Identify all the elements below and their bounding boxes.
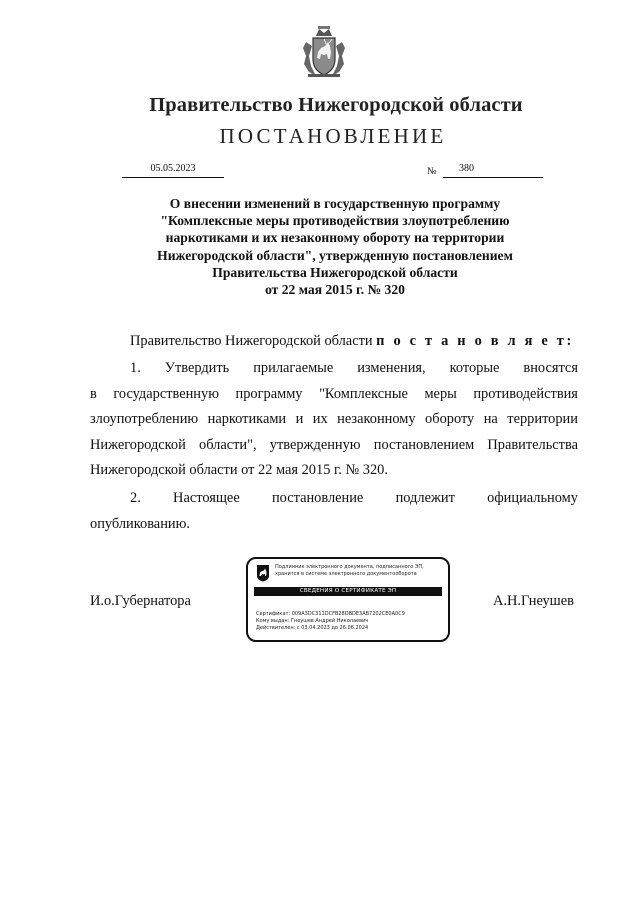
word: незаконному [337,411,416,428]
paragraph-line [90,356,578,382]
government-title: Правительство Нижегородской области [149,94,523,116]
paragraph-line: опубликованию. [90,515,190,532]
word: государственную [113,385,219,402]
document-date: 05.05.2023 [122,163,224,178]
number-sign: № [427,166,437,177]
subject-line: Нижегородской области", утвержденную постановлением [157,247,513,263]
word: их [312,411,328,428]
signer-name: А.Н.Гнеушев [493,593,574,609]
word: 1. [130,360,141,376]
word: Настоящее [173,490,240,506]
document-number-field [443,163,543,178]
word: Утвердить [164,360,230,376]
word: программу [235,385,303,402]
certificate-header-bar: СВЕДЕНИЯ О СЕРТИФИКАТЕ ЭП [254,587,442,596]
paragraph-line: Нижегородской области от 22 мая 2015 г. № 320. [90,462,388,479]
subject-line: "Комплексные меры противодействия злоупотреблению [160,213,510,229]
paragraph-line [90,486,578,512]
signature-note-line: хранится в системе электронного документооборота [275,571,417,577]
word: 2. [130,490,141,506]
electronic-signature-stamp [246,557,450,642]
word: подлежит [395,490,455,506]
word: постановление [271,490,364,506]
word: прилагаемые [253,360,334,376]
paragraph-line [90,433,578,459]
signer-position: И.о.Губернатора [90,593,191,609]
word: утвержденную [269,436,361,453]
certificate-details [256,611,444,633]
word: и [295,411,304,428]
preamble-text: Правительство Нижегородской области [130,333,377,349]
subject-line: О внесении изменений в государственную программу [169,196,501,211]
word: изменения, [357,360,426,376]
paragraph-line [90,382,578,408]
word: "Комплексные [319,385,408,402]
signature-note [275,564,447,578]
word: наркотиками [207,411,287,428]
word: Правительства [487,436,578,453]
word: на [483,411,498,428]
word: официальному [487,490,578,506]
document-type-title: ПОСТАНОВЛЕНИЕ [219,124,447,148]
subject-line: от 22 мая 2015 г. № 320 [265,282,405,298]
paragraph-line [90,407,578,433]
preamble-verb: п о с т а н о в л я е т: [376,333,575,349]
certificate-id: Сертификат: 009A3DC311DCFB28DBDE3AB7202CE0A0C9 [256,611,405,617]
deer-emblem-icon [256,564,270,582]
coat-of-arms-emblem [302,26,346,78]
word: противодействия [473,385,578,402]
word: постановлением [373,436,475,453]
certificate-owner: Кому выдан: Гнеушев Андрей Николаевич [256,618,369,625]
word: территории [507,411,578,428]
word: Нижегородской [90,436,186,453]
word: в [90,385,97,402]
paragraph-1 [90,356,578,484]
preamble [130,333,574,350]
subject-line: Правительства Нижегородской области [212,264,458,280]
word: обороту [425,411,475,428]
certificate-validity: Действителен: с 03.04.2023 до 26.06.2024 [256,625,369,632]
paragraph-2 [90,486,578,537]
word: злоупотреблению [90,411,199,428]
word: области", [199,436,257,453]
signature-note-line: Подлинник электронного документа, подписанного ЭП, [275,564,424,570]
word: вносятся [523,360,578,376]
document-number: 380 [459,163,474,174]
word: которые [449,360,500,376]
document-subject [118,195,552,298]
word: меры [424,385,457,402]
subject-line: наркотиками и их незаконному обороту на территории [165,230,505,246]
